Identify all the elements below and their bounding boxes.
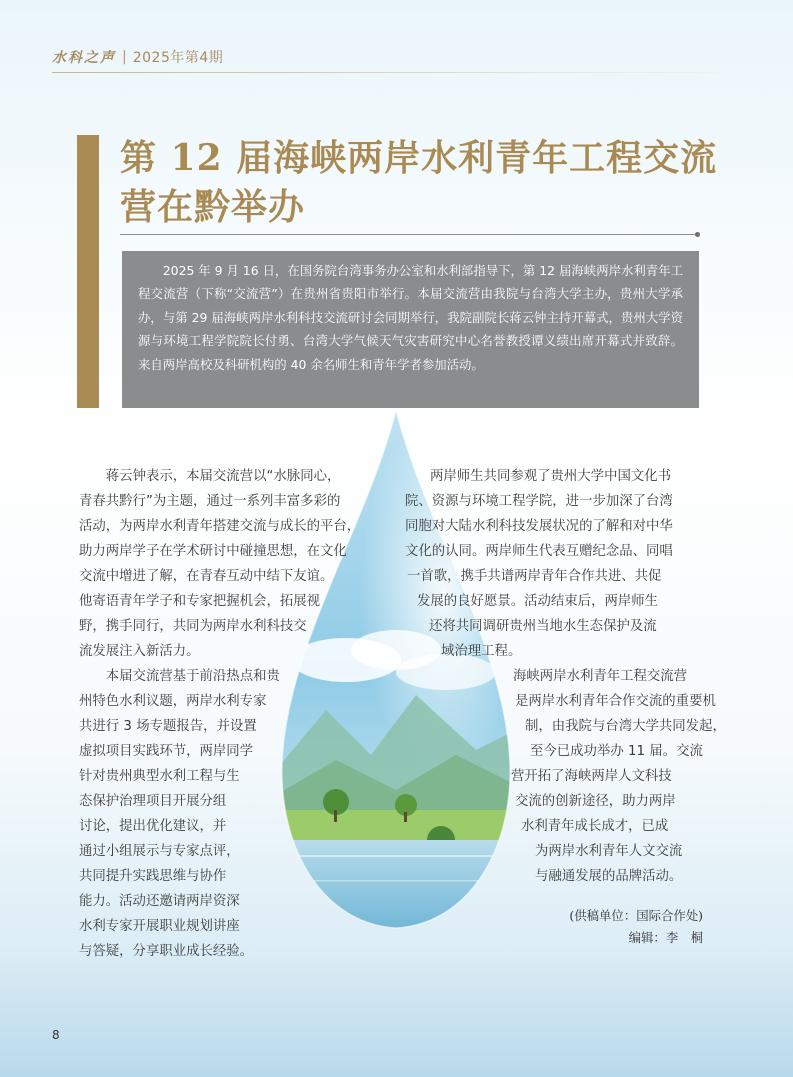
credit-source: (供稿单位：国际合作处) <box>569 908 703 923</box>
text-line: 州特色水利议题，两岸水利专家 <box>79 694 267 709</box>
page-number: 8 <box>52 1028 60 1042</box>
title-accent-bar <box>77 135 99 408</box>
text-line: 通过小组展示与专家点评， <box>79 844 240 859</box>
text-line: 活动，为两岸水利青年搭建交流与成长的平台， <box>79 519 361 534</box>
title-line: 营在黔举办 <box>120 186 306 228</box>
text-line: 青春共黔行”为主题，通过一系列丰富多彩的 <box>79 494 341 509</box>
text-line: 他寄语青年学子和专家把握机会，拓展视 <box>79 594 321 609</box>
text-line: 讨论，提出优化建议，并 <box>79 819 227 834</box>
text-line: 水利青年成长成才，已成 <box>521 819 669 834</box>
text-line: 海峡两岸水利青年工程交流营 <box>513 669 688 684</box>
text-line: 态保护治理项目开展分组 <box>79 794 227 809</box>
text-line: 同胞对大陆水利科技发展状况的了解和对中华 <box>405 519 673 534</box>
text-line: 发展的良好愿景。活动结束后，两岸师生 <box>417 594 659 609</box>
text-line: 流发展注入新活力。 <box>79 644 200 659</box>
paragraph <box>405 464 726 664</box>
right-column <box>405 464 726 889</box>
text-line: 域治理工程。 <box>441 644 522 659</box>
article-abstract: 2025 年 9 月 16 日，在国务院台湾事务办公室和水利部指导下，第 12 届海峡两岸水利青年工程交流营（下称“交流营”）在贵州省贵阳市举行。本届交流营由我院与台湾大学主办，贵州大学承办，与第 29 届海峡两岸水利科技交流研讨会同期举行，我院副院长蒋云钟主持开幕式，贵州大学资源与环境工程学院院长付勇、台湾大学气候天气灾害研究中心名誉教授谭义绩出席开幕式并致辞。来自两岸高校及科研机构的 40 余名师生和青年学者参加活动。 <box>122 251 699 408</box>
left-column <box>79 464 360 964</box>
text-line: 一首歌，携手共谱两岸青年合作共进、共促 <box>407 569 662 584</box>
text-line: 能力。活动还邀请两岸资深 <box>79 894 240 909</box>
text-line: 虚拟项目实践环节，两岸同学 <box>79 744 254 759</box>
paragraph <box>405 664 726 889</box>
text-line: 为两岸水利青年人文交流 <box>535 844 683 859</box>
running-header <box>52 47 223 67</box>
text-line: 至今已成功举办 11 届。交流 <box>530 744 703 759</box>
text-line: 水利专家开展职业规划讲座 <box>79 919 240 934</box>
text-line: 两岸师生共同参观了贵州大学中国文化书 <box>430 469 672 484</box>
text-line: 还将共同调研贵州当地水生态保护及流 <box>429 619 657 634</box>
credit-editor: 编辑：李 桐 <box>628 930 703 945</box>
title-divider <box>120 234 698 235</box>
article-credit <box>569 905 703 949</box>
paragraph <box>79 664 360 964</box>
article-title <box>120 134 720 232</box>
paragraph <box>79 464 360 664</box>
text-line: 交流的创新途径，助力两岸 <box>515 794 676 809</box>
text-line: 与融通发展的品牌活动。 <box>535 869 683 884</box>
text-line: 共同提升实践思维与协作 <box>79 869 227 884</box>
title-line: 第 12 届海峡两岸水利青年工程交流 <box>120 137 718 179</box>
magazine-name: 水科之声 <box>52 50 116 66</box>
text-line: 蒋云钟表示，本届交流营以“水脉同心， <box>105 469 341 484</box>
text-line: 制，由我院与台湾大学共同发起， <box>525 719 726 734</box>
text-line: 院、资源与环境工程学院，进一步加深了台湾 <box>405 494 673 509</box>
text-line: 助力两岸学子在学术研讨中碰撞思想，在文化 <box>79 544 347 559</box>
text-line: 与答疑，分享职业成长经验。 <box>79 944 254 959</box>
issue-number: 2025年第4期 <box>132 50 224 66</box>
text-line: 文化的认同。两岸师生代表互赠纪念品、同唱 <box>405 544 673 559</box>
text-line: 本届交流营基于前沿热点和贵 <box>105 669 280 684</box>
text-line: 针对贵州典型水利工程与生 <box>79 769 240 784</box>
text-line: 交流中增进了解，在青春互动中结下友谊。 <box>79 569 334 584</box>
text-line: 野，携手同行，共同为两岸水利科技交 <box>79 619 307 634</box>
header-separator: | <box>122 49 127 65</box>
text-line: 营开拓了海峡两岸人文科技 <box>511 769 672 784</box>
text-line: 共进行 3 场专题报告，并设置 <box>79 719 257 734</box>
header-rule <box>52 72 743 73</box>
text-line: 是两岸水利青年合作交流的重要机 <box>515 694 716 709</box>
